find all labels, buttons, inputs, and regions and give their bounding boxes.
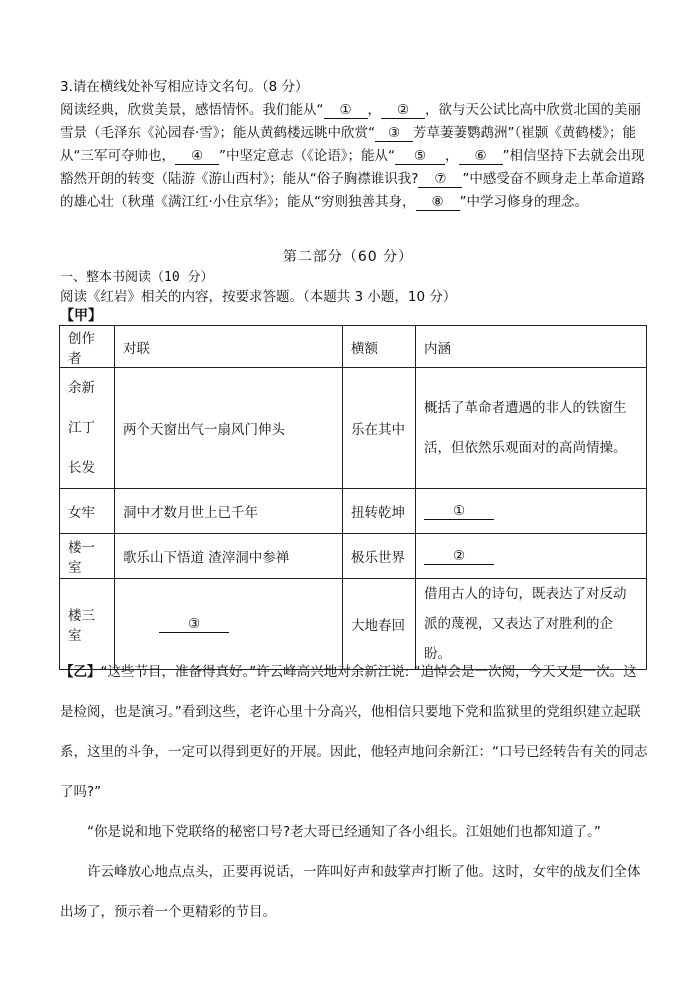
question-3-passage [60,99,650,214]
blank-3[interactable]: ③ [375,125,413,142]
label-jia: 【甲】 [60,308,102,324]
passage-yi [60,652,648,932]
passage-text: 阅读经典，欣赏美景，感悟情怀。我们能从“ [60,102,324,118]
cell-couplet: 两个天窗出气一扇风门伸头 [115,368,343,489]
table-row [60,534,647,579]
cell-meaning [416,489,647,534]
cell-author: 楼三室 [60,579,115,670]
cell-meaning: 借用古人的诗句，既表达了对反动派的蔑视，又表达了对胜利的企盼。 [416,579,647,670]
cell-banner: 扭转乾坤 [343,489,416,534]
cell-banner: 极乐世界 [343,534,416,579]
passage-text: ”中学习修身的理念。 [459,194,589,210]
passage-paragraph: “你是说和地下党联络的秘密口号?老大哥已经通知了各小组长。江姐她们也都知道了。” [87,824,601,840]
cell-banner: 乐在其中 [343,368,416,489]
header-author: 创作者 [60,326,115,368]
section-intro: 阅读《红岩》相关的内容，按要求答题。（本题共 3 小题，10 分） [60,289,457,305]
passage-text: 芳草萋萋鹦鹉洲”（崔颢《黄鹤楼》；能从“三军可夺帅也， [60,125,637,164]
table-row [60,489,647,534]
cell-meaning [416,534,647,579]
table-blank-3[interactable]: ③ [159,616,229,633]
blank-1[interactable]: ① [324,102,368,119]
passage-text: ”相信坚持下去就会出现豁然开朗的转变（陆游《游山西村》；能从“俗子胸襟谁识我? [60,148,645,187]
cell-couplet: 歌乐山下悟道 渣滓洞中参禅 [115,534,343,579]
cell-author: 楼一室 [60,534,115,579]
question-3-title: 3.请在横线处补写相应诗文名句。（8 分） [60,79,309,95]
passage-text: ”中感受奋不顾身走上革命道路的雄心壮（秋瑾《满江红·小住京华》；能从“穷则独善其身， [60,171,645,210]
couplet-table [59,325,647,670]
table-blank-1[interactable]: ① [424,503,494,520]
cell-banner: 大地春回 [343,579,416,670]
section-title: 一、整本书阅读（10 分） [60,270,214,285]
part-2-title: 第二部分（60 分） [282,249,414,265]
blank-5[interactable]: ⑤ [395,148,445,165]
passage-text: ， [445,148,459,164]
blank-4[interactable]: ④ [175,148,219,165]
passage-text: ， [367,102,381,118]
blank-2[interactable]: ② [381,102,425,119]
passage-text: ”中坚定意志（《论语》；能从“ [219,148,395,164]
passage-text: ，欲与天公试比高中欣赏北国的美丽雪景（毛泽东《沁园春·雪》；能从黄鹤楼远眺中欣赏“ [60,102,641,141]
cell-author: 女牢 [60,489,115,534]
question-3 [60,76,650,214]
cell-meaning: 概括了革命者遭遇的非人的铁窗生活，但依然乐观面对的高尚情操。 [416,368,647,489]
passage-paragraph [60,652,648,812]
header-meaning: 内涵 [416,326,647,368]
blank-7[interactable]: ⑦ [418,171,462,188]
table-blank-2[interactable]: ② [424,548,494,565]
table-row [60,368,647,489]
passage-paragraph: 许云峰放心地点点头，正要再说话，一阵叫好声和鼓掌声打断了他。这时，女牢的战友们全体出场了，预示着一个更精彩的节目。 [60,864,641,920]
blank-8[interactable]: ⑧ [416,194,460,211]
header-banner: 横额 [343,326,416,368]
blank-6[interactable]: ⑥ [459,148,503,165]
label-yi: 【乙】 [60,664,101,680]
header-couplet: 对联 [115,326,343,368]
paragraph-text: “这些节目，准备得真好。”许云峰高兴地对余新江说: “追悼会是一次阅，今天又是一次。这是检阅，也是演习。”看到这些，老许心里十分高兴，他相信只要地下党和监狱里的党组织建立起联系，这里的斗争，一定可以得到更好的开展。因此，他轻声地问余新江：“口号已经转告有关的同志了吗?” [60,664,648,800]
cell-author: 余新江丁长发 [60,368,115,489]
cell-couplet: 洞中才数月世上已千年 [115,489,343,534]
table-header-row [60,326,647,368]
